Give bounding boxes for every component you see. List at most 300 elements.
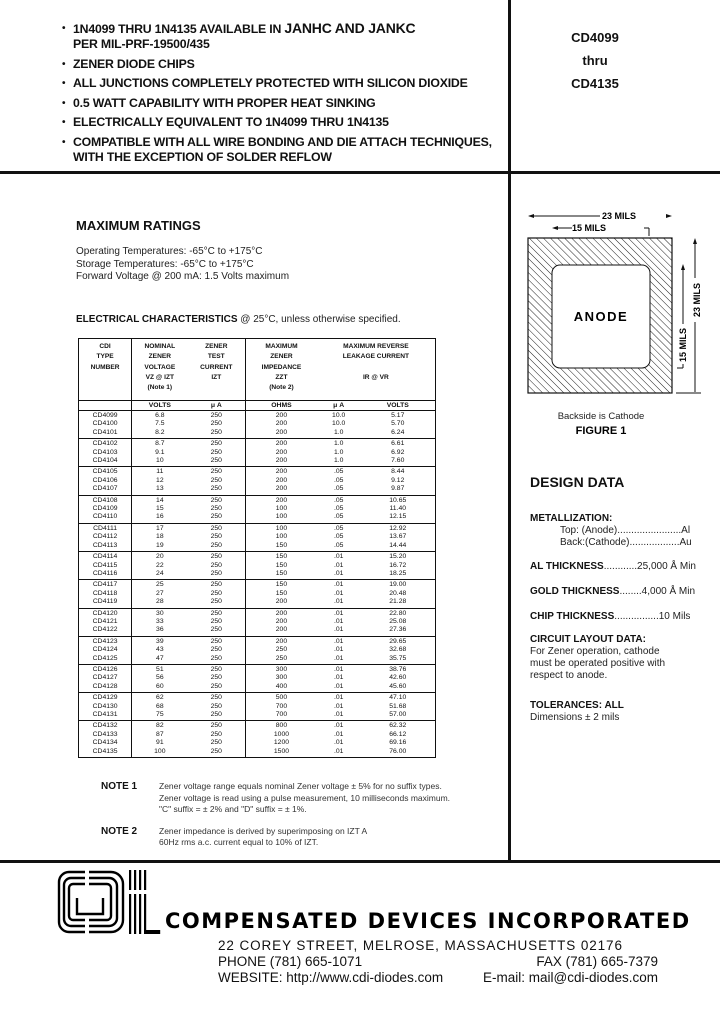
- type-number: CD4102: [92, 440, 118, 448]
- column-divider: [508, 0, 511, 862]
- feature-item: [62, 57, 492, 72]
- header-line: CDI: [99, 343, 111, 350]
- header-line: ZENER: [205, 343, 228, 350]
- leakage-current: .01: [333, 694, 344, 702]
- leakage-current: .01: [333, 722, 344, 730]
- leakage-current: .05: [333, 533, 344, 541]
- test-current: 250: [210, 533, 222, 541]
- footer-divider: [0, 860, 720, 863]
- reverse-voltage: 18.25: [361, 570, 436, 580]
- reverse-voltage: 76.00: [361, 748, 436, 758]
- type-number: CD4106: [92, 476, 118, 484]
- header-line: MAXIMUM REVERSE: [343, 343, 409, 350]
- type-number: CD4119: [79, 598, 132, 608]
- type-number: CD4123: [92, 637, 118, 645]
- table-row: [79, 420, 436, 428]
- reverse-voltage: 7.60: [361, 457, 436, 467]
- leakage-current: .01: [317, 626, 361, 636]
- part-last: CD4135: [571, 76, 619, 91]
- chip-thickness-label: CHIP THICKNESS: [530, 611, 615, 622]
- leakage-current: .01: [333, 561, 344, 569]
- leakage-current: 10.0: [332, 420, 346, 428]
- feature-list: [62, 21, 492, 169]
- website-link[interactable]: WEBSITE: http://www.cdi-diodes.com: [218, 970, 444, 985]
- type-number: CD4129: [92, 694, 118, 702]
- zener-voltage: 18: [132, 533, 188, 541]
- company-name: COMPENSATED DEVICES INCORPORATED: [165, 909, 691, 933]
- zener-voltage: 14: [132, 495, 188, 505]
- feature-item: [62, 76, 492, 91]
- metallization-label: METALLIZATION:: [530, 513, 613, 524]
- header-line: (Note 2): [269, 384, 294, 392]
- max-ratings-lines: [76, 246, 289, 284]
- note-label: NOTE 2: [101, 825, 138, 837]
- zener-impedance: 200: [246, 636, 317, 646]
- zener-voltage: 91: [132, 739, 188, 747]
- column-header: [79, 339, 132, 401]
- header-line: [317, 363, 435, 373]
- height-label: 23 MILS: [692, 282, 702, 318]
- leakage-current: .01: [333, 637, 344, 645]
- zener-impedance: 150: [246, 590, 317, 598]
- zener-impedance: 700: [246, 703, 317, 711]
- zener-voltage: 7.5: [132, 420, 188, 428]
- leakage-current: .01: [333, 665, 344, 673]
- leakage-current: 10.0: [332, 412, 346, 419]
- table-row: [79, 562, 436, 570]
- column-header: [132, 339, 188, 401]
- reverse-voltage: 19.00: [389, 581, 407, 589]
- reverse-voltage: 29.65: [389, 637, 407, 645]
- zener-voltage: 6.8: [132, 411, 188, 421]
- type-number: CD4116: [79, 570, 132, 580]
- zener-impedance: 100: [246, 533, 317, 541]
- zener-impedance: 150: [246, 570, 317, 580]
- type-number: CD4115: [92, 561, 118, 569]
- zener-voltage: 36: [132, 626, 188, 636]
- part-thru: thru: [582, 53, 608, 68]
- fax: FAX (781) 665-7379: [536, 954, 658, 969]
- leakage-current: .05: [333, 505, 344, 513]
- table-row: [79, 703, 436, 711]
- al-thickness-value: ............25,000 Å Min: [603, 561, 696, 572]
- zener-impedance: 200: [246, 598, 317, 608]
- feature-text: 1N4099 THRU 1N4135 AVAILABLE IN: [73, 22, 285, 36]
- type-number: CD4128: [79, 683, 132, 693]
- header-line: IMPEDANCE: [261, 363, 302, 371]
- unit-cell: [79, 401, 132, 411]
- leakage-current: .01: [333, 553, 344, 561]
- zener-impedance: 1500: [246, 748, 317, 758]
- header-line: TYPE: [96, 353, 114, 361]
- header-line: IR @ VR: [362, 373, 389, 381]
- arrow-icon: [681, 264, 685, 270]
- test-current: 250: [210, 524, 222, 532]
- type-number: CD4113: [79, 542, 132, 552]
- note-line: "C" suffix = ± 2% and "D" suffix = ± 1%.: [159, 804, 307, 814]
- reverse-voltage: 14.44: [361, 542, 436, 552]
- reverse-voltage: 25.08: [389, 617, 407, 625]
- header-line: ZENER: [270, 353, 293, 361]
- reverse-voltage: 11.40: [389, 505, 407, 513]
- table-row: [79, 664, 436, 674]
- zener-voltage: 12: [132, 477, 188, 485]
- table-row: [79, 674, 436, 682]
- layout-line: must be operated positive with: [530, 658, 666, 669]
- test-current: 250: [187, 513, 245, 523]
- zener-voltage: 15: [132, 505, 188, 513]
- note: [101, 826, 450, 849]
- zener-voltage: 100: [132, 748, 188, 758]
- table-row: [79, 505, 436, 513]
- header-line: VOLTAGE: [144, 363, 176, 371]
- max-ratings-title: MAXIMUM RATINGS: [76, 218, 201, 233]
- notes: [101, 781, 450, 859]
- test-current: 250: [187, 598, 245, 608]
- arrow-icon: [666, 214, 672, 218]
- leakage-current: .05: [333, 476, 344, 484]
- feature-text: COMPATIBLE WITH ALL WIRE BONDING AND DIE ATTACH TECHNIQUES,: [73, 134, 492, 149]
- type-number: CD4120: [92, 609, 118, 617]
- reverse-voltage: 32.68: [389, 646, 407, 654]
- zener-voltage: 25: [132, 580, 188, 590]
- electrical-characteristics-table: [78, 338, 436, 758]
- reverse-voltage: 47.10: [389, 694, 407, 702]
- anode-label: ANODE: [573, 309, 629, 324]
- reverse-voltage: 27.36: [361, 626, 436, 636]
- reverse-voltage: 66.12: [389, 730, 407, 738]
- zener-voltage: 56: [132, 674, 188, 682]
- table-row: [79, 429, 436, 439]
- leakage-current: .05: [317, 485, 361, 495]
- test-current: 250: [187, 457, 245, 467]
- reverse-voltage: 6.61: [391, 440, 405, 448]
- zener-impedance: 150: [246, 552, 317, 562]
- feature-item: [62, 135, 492, 165]
- zener-impedance: 700: [246, 711, 317, 721]
- inner-width-label: 15 MILS: [572, 223, 607, 233]
- zener-impedance: 150: [246, 542, 317, 552]
- zener-voltage: 17: [132, 523, 188, 533]
- note-label: NOTE 1: [101, 781, 138, 792]
- leakage-current: .05: [317, 513, 361, 523]
- zener-impedance: 100: [246, 513, 317, 523]
- feature-text: ALL JUNCTIONS COMPLETELY PROTECTED WITH SILICON DIOXIDE: [73, 76, 468, 90]
- test-current: 250: [210, 412, 222, 419]
- table-row: [79, 655, 436, 665]
- leakage-current: .05: [333, 496, 344, 504]
- header-line: NOMINAL: [144, 343, 176, 350]
- type-number: CD4101: [79, 429, 132, 439]
- unit-cell: VOLTS: [361, 401, 436, 411]
- zener-voltage: 62: [132, 693, 188, 703]
- arrow-icon: [693, 238, 697, 244]
- table-row: [79, 590, 436, 598]
- zener-voltage: 10: [132, 457, 188, 467]
- type-number: CD4126: [92, 665, 118, 673]
- reverse-voltage: 20.48: [389, 589, 407, 597]
- note-line: 60Hz rms a.c. current equal to 10% of IZT.: [159, 837, 319, 847]
- test-current: 250: [210, 448, 222, 456]
- zener-voltage: 33: [132, 618, 188, 626]
- zener-voltage: 27: [132, 590, 188, 598]
- reverse-voltage: 12.92: [389, 524, 407, 532]
- table-row: [79, 580, 436, 590]
- reverse-voltage: 5.70: [391, 420, 405, 428]
- zener-voltage: 19: [132, 542, 188, 552]
- leakage-current: .01: [333, 617, 344, 625]
- table-row: [79, 495, 436, 505]
- reverse-voltage: 9.87: [361, 485, 436, 495]
- test-current: 250: [187, 570, 245, 580]
- address: 22 COREY STREET, MELROSE, MASSACHUSETTS 02176: [218, 938, 623, 953]
- reverse-voltage: 5.17: [391, 412, 405, 419]
- leakage-current: .01: [317, 570, 361, 580]
- elec-title: ELECTRICAL CHARACTERISTICS: [76, 314, 238, 325]
- zener-voltage: 22: [132, 562, 188, 570]
- test-current: 250: [187, 683, 245, 693]
- feature-highlight: JANHC AND JANKC: [284, 20, 416, 36]
- type-number: CD4124: [92, 646, 118, 654]
- table-row: [79, 570, 436, 580]
- zener-impedance: 200: [246, 495, 317, 505]
- type-number: CD4133: [92, 730, 118, 738]
- zener-voltage: 51: [132, 664, 188, 674]
- contact-block: [218, 938, 658, 986]
- type-number: CD4100: [92, 420, 118, 428]
- unit-cell: μ A: [187, 401, 245, 411]
- zener-impedance: 200: [246, 608, 317, 618]
- reverse-voltage: 38.76: [389, 665, 407, 673]
- test-current: 250: [210, 617, 222, 625]
- part-first: CD4099: [571, 30, 619, 45]
- test-current: 250: [210, 420, 222, 428]
- reverse-voltage: 12.15: [361, 513, 436, 523]
- table-row: [79, 411, 436, 421]
- table-row: [79, 457, 436, 467]
- leakage-current: .01: [333, 589, 344, 597]
- test-current: 250: [210, 722, 222, 730]
- zener-impedance: 300: [246, 674, 317, 682]
- zener-impedance: 100: [246, 523, 317, 533]
- table-row: [79, 467, 436, 477]
- arrow-icon: [552, 226, 558, 230]
- header-line: IZT: [211, 373, 222, 381]
- reverse-voltage: 62.32: [389, 722, 407, 730]
- design-data-title: DESIGN DATA: [530, 474, 625, 490]
- table-row: [79, 477, 436, 485]
- test-current: 250: [210, 553, 222, 561]
- reverse-voltage: 9.12: [391, 476, 405, 484]
- zener-voltage: 87: [132, 731, 188, 739]
- header-line: (Note 1): [147, 384, 173, 392]
- layout-line: respect to anode.: [530, 670, 608, 681]
- type-number: CD4135: [79, 748, 132, 758]
- leakage-current: .05: [317, 542, 361, 552]
- email-link[interactable]: E-mail: mail@cdi-diodes.com: [483, 970, 658, 985]
- reverse-voltage: 13.67: [389, 533, 407, 541]
- header-line: NUMBER: [90, 363, 120, 371]
- type-number: CD4103: [92, 448, 118, 456]
- zener-voltage: 24: [132, 570, 188, 580]
- zener-impedance: 250: [246, 646, 317, 654]
- table-row: [79, 739, 436, 747]
- feature-subtext: PER MIL-PRF-19500/435: [73, 37, 210, 51]
- part-range: [540, 26, 650, 95]
- test-current: 250: [210, 561, 222, 569]
- reverse-voltage: 21.28: [361, 598, 436, 608]
- rating-line: Operating Temperatures: -65°C to +175°C: [76, 246, 263, 257]
- header-line: VZ @ IZT: [145, 373, 175, 381]
- header-line: CURRENT: [200, 363, 233, 371]
- unit-cell: μ A: [317, 401, 361, 411]
- zener-impedance: 200: [246, 411, 317, 421]
- zener-impedance: 250: [246, 655, 317, 665]
- header-line: TEST: [207, 353, 225, 361]
- test-current: 250: [210, 665, 222, 673]
- table-row: [79, 748, 436, 758]
- feature-text: ELECTRICALLY EQUIVALENT TO 1N4099 THRU 1N4135: [73, 115, 389, 129]
- test-current: 250: [210, 730, 222, 738]
- test-current: 250: [210, 505, 222, 513]
- type-number: CD4134: [92, 739, 118, 747]
- note: [101, 781, 450, 816]
- test-current: 250: [187, 542, 245, 552]
- leakage-current: .05: [333, 468, 344, 476]
- table-row: [79, 542, 436, 552]
- zener-impedance: 200: [246, 485, 317, 495]
- column-header: [246, 339, 317, 401]
- reverse-voltage: 10.65: [389, 496, 407, 504]
- reverse-voltage: 35.75: [361, 655, 436, 665]
- type-number: CD4099: [92, 412, 118, 419]
- zener-impedance: 800: [246, 721, 317, 731]
- type-number: CD4105: [92, 468, 118, 476]
- column-header: [187, 339, 245, 401]
- type-number: CD4117: [92, 581, 118, 589]
- type-number: CD4131: [79, 711, 132, 721]
- table-row: [79, 552, 436, 562]
- reverse-voltage: 57.00: [361, 711, 436, 721]
- note-line: Zener impedance is derived by superimposing on IZT A: [159, 825, 368, 836]
- feature-subtext: WITH THE EXCEPTION OF SOLDER REFLOW: [73, 149, 332, 164]
- zener-impedance: 200: [246, 439, 317, 449]
- test-current: 250: [187, 655, 245, 665]
- reverse-voltage: 42.60: [389, 674, 407, 682]
- leakage-current: .01: [333, 702, 344, 710]
- zener-impedance: 200: [246, 420, 317, 428]
- leakage-current: .01: [317, 598, 361, 608]
- zener-voltage: 43: [132, 646, 188, 654]
- elec-heading: [76, 314, 401, 327]
- type-number: CD4122: [79, 626, 132, 636]
- arrow-icon: [528, 214, 534, 218]
- test-current: 250: [187, 429, 245, 439]
- test-current: 250: [210, 496, 222, 504]
- zener-impedance: 1200: [246, 739, 317, 747]
- type-number: CD4132: [92, 722, 118, 730]
- reverse-voltage: 45.60: [361, 683, 436, 693]
- table-row: [79, 523, 436, 533]
- test-current: 250: [210, 739, 222, 747]
- table-row: [79, 683, 436, 693]
- test-current: 250: [187, 711, 245, 721]
- metal-top: Top: (Anode).......................Al: [560, 525, 691, 536]
- table-row: [79, 485, 436, 495]
- table-row: [79, 693, 436, 703]
- zener-voltage: 11: [132, 467, 188, 477]
- zener-voltage: 47: [132, 655, 188, 665]
- reverse-voltage: 51.68: [389, 702, 407, 710]
- test-current: 250: [210, 476, 222, 484]
- type-number: CD4111: [93, 524, 118, 532]
- column-header: [317, 339, 436, 401]
- feature-text: 0.5 WATT CAPABILITY WITH PROPER HEAT SINKING: [73, 95, 376, 110]
- leakage-current: 1.0: [317, 457, 361, 467]
- type-number: CD4125: [79, 655, 132, 665]
- table-row: [79, 618, 436, 626]
- type-number: CD4127: [92, 674, 118, 682]
- zener-impedance: 400: [246, 683, 317, 693]
- test-current: 250: [210, 646, 222, 654]
- table-row: [79, 513, 436, 523]
- rating-line: Forward Voltage @ 200 mA: 1.5 Volts maximum: [76, 271, 290, 282]
- type-number: CD4130: [92, 702, 118, 710]
- table-row: [79, 646, 436, 654]
- note-line: Zener voltage is read using a pulse measurement, 10 milliseconds maximum.: [159, 792, 451, 803]
- leakage-current: .01: [317, 748, 361, 758]
- zener-voltage: 82: [132, 721, 188, 731]
- leakage-current: .01: [317, 711, 361, 721]
- reverse-voltage: 6.92: [391, 448, 405, 456]
- header-line: MAXIMUM: [265, 343, 298, 350]
- figure-caption: Backside is Cathode: [557, 411, 645, 422]
- zener-impedance: 200: [246, 618, 317, 626]
- test-current: 250: [210, 468, 222, 476]
- zener-impedance: 200: [246, 477, 317, 485]
- tolerances-label: TOLERANCES: ALL: [530, 700, 624, 711]
- zener-impedance: 200: [246, 457, 317, 467]
- table-row: [79, 598, 436, 608]
- test-current: 250: [187, 748, 245, 758]
- test-current: 250: [210, 702, 222, 710]
- zener-impedance: 200: [246, 626, 317, 636]
- zener-impedance: 1000: [246, 731, 317, 739]
- feature-item: [62, 21, 492, 52]
- inner-height-label: 15 MILS: [678, 327, 688, 363]
- type-number: CD4109: [92, 505, 118, 513]
- zener-voltage: 20: [132, 552, 188, 562]
- type-number: CD4104: [79, 457, 132, 467]
- tolerances-value: Dimensions ± 2 mils: [530, 712, 620, 723]
- table-row: [79, 721, 436, 731]
- note-body: [159, 826, 367, 849]
- cdi-logo: [55, 868, 165, 938]
- feature-item: [62, 96, 492, 111]
- metal-back: Back:(Cathode)..................Au: [560, 537, 692, 548]
- circuit-layout-label: CIRCUIT LAYOUT DATA:: [530, 634, 646, 645]
- reverse-voltage: 6.24: [361, 429, 436, 439]
- chip-thickness-value: ................10 Mils: [614, 611, 691, 622]
- zener-voltage: 16: [132, 513, 188, 523]
- zener-impedance: 300: [246, 664, 317, 674]
- test-current: 250: [187, 485, 245, 495]
- gold-thickness-label: GOLD THICKNESS: [530, 586, 620, 597]
- gold-thickness-value: ........4,000 Å Min: [619, 586, 696, 597]
- table-row: [79, 626, 436, 636]
- zener-voltage: 13: [132, 485, 188, 495]
- leakage-current: .01: [317, 655, 361, 665]
